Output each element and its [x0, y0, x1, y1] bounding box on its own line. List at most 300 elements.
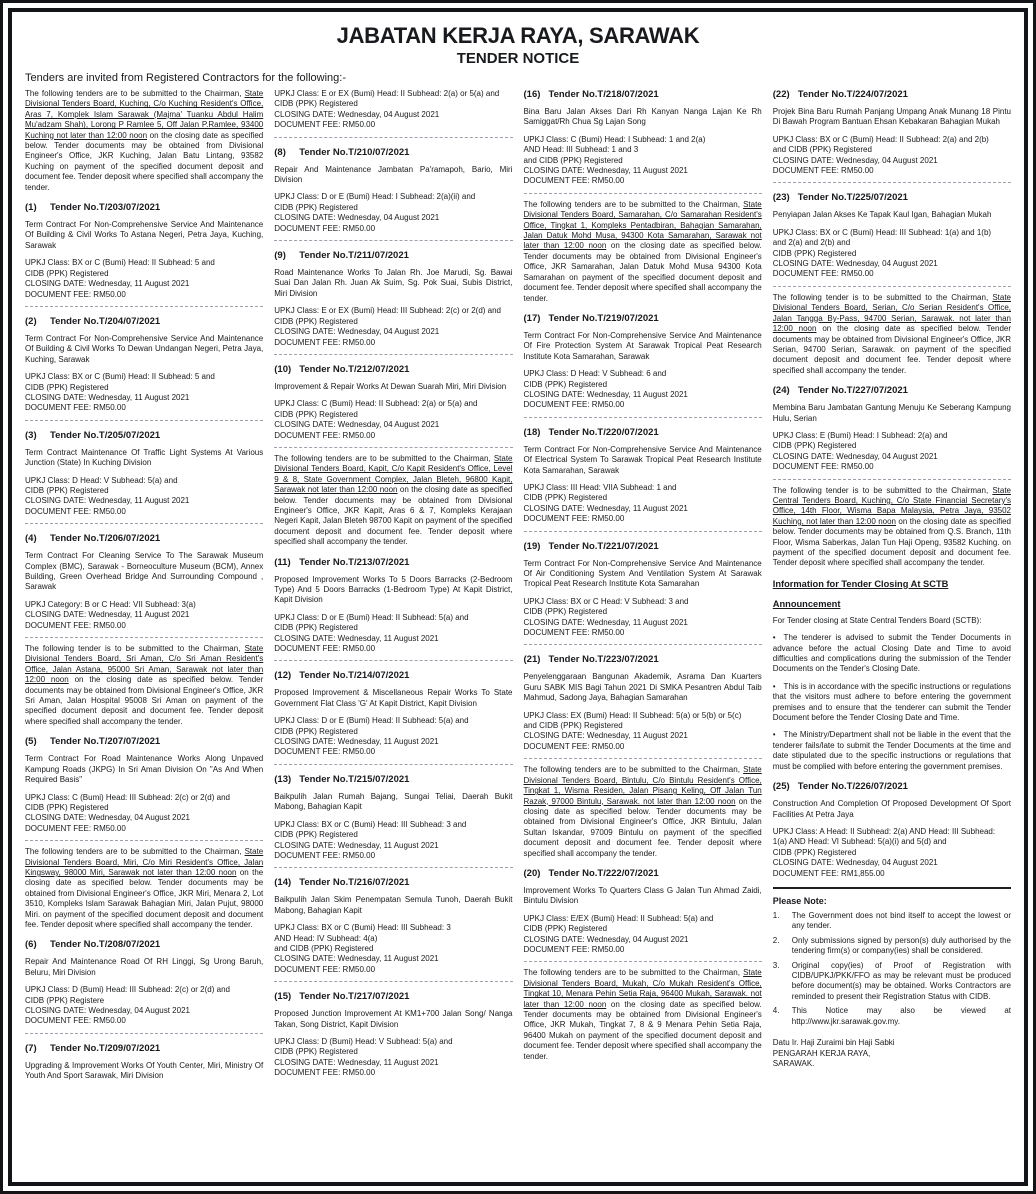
tender-index: (3): [25, 429, 37, 441]
submission-address-underlined: State Divisional Tenders Board, Miri, C/o Miri Resident's Office, Jalan Kingsway, 98000 Miri, Sarawak not later than 12:00 noon: [25, 847, 264, 877]
note-item: [773, 911, 1011, 932]
submission-text: The following tenders are to be submitted to the Chairman,: [523, 199, 744, 209]
tender-detail-line: CLOSING DATE: Wednesday, 11 August 2021: [274, 737, 439, 747]
submission-text: on the closing date as specified below. Tender documents may be obtained from Divisional Engineer's Office, JKR Serian, 94700 Serian, Sarawak. on payment of the specified document deposit and document fee. Tender deposit where specified shall accompany the tender.: [772, 324, 1011, 375]
tender-entry: [274, 250, 512, 348]
submission-instructions: [524, 968, 762, 1062]
tender-number: Tender No.T/221/07/2021: [548, 540, 659, 552]
tender-detail-line: AND Head: IV Subhead: 4(a): [274, 933, 378, 943]
column-4: [773, 89, 1011, 1070]
tender-detail-line: UPKJ Class: E (Bumi) Head: I Subhead: 2(a) and: [772, 430, 948, 440]
tender-detail-line: DOCUMENT FEE: RM50.00: [274, 430, 376, 440]
tender-description: Term Contract For Non-Comprehensive Service And Maintenance Of Electrical System To Sarawak Tropical Peat Research Institute Kota Samarahan, Sarawak: [523, 444, 762, 475]
tender-detail-line: CLOSING DATE: Wednesday, 04 August 2021: [274, 420, 440, 430]
tender-index: (7): [25, 1042, 37, 1054]
submission-text: The following tenders are to be submitted to the Chairman,: [25, 847, 245, 857]
tender-number: Tender No.T/213/07/2021: [299, 556, 410, 568]
dashed-divider: [25, 840, 263, 841]
tender-number: Tender No.T/227/07/2021: [797, 385, 908, 397]
dashed-divider: [274, 240, 512, 241]
submission-text: on the closing date as specified below. Tender documents may be obtained from Divisional Engineer's Office, JKR Miri, Menara 2, Lot 3510, Kompleks Islam Sarawak Bahagian Miri, Jalan Pujut, 98000 Miri. on payment of the specified document deposit and document fee. Tender deposit where specified shall accompany the tender.: [25, 867, 264, 929]
tender-details: [274, 306, 512, 348]
submission-instructions: [274, 454, 512, 548]
signature-line: SARAWAK.: [772, 1059, 815, 1069]
tender-details: [274, 820, 512, 862]
solid-rule: [773, 887, 1011, 889]
tender-detail-line: CLOSING DATE: Wednesday, 04 August 2021: [274, 213, 440, 223]
tender-number: Tender No.T/219/07/2021: [548, 312, 659, 324]
tender-entry: [25, 430, 263, 517]
tender-number-heading: [25, 736, 263, 747]
tender-number-heading: [25, 939, 263, 950]
tender-detail-line: UPKJ Class: C (Bumi) Head: III Subhead: 2(c) or 2(d) and: [25, 792, 230, 802]
tender-detail-line: DOCUMENT FEE: RM50.00: [274, 850, 376, 860]
tender-detail-line: DOCUMENT FEE: RM50.00: [274, 337, 376, 347]
tender-index: (18): [523, 426, 541, 438]
tender-detail-line: DOCUMENT FEE: RM50.00: [523, 176, 625, 186]
tender-number-heading: [524, 654, 762, 665]
tender-index: (19): [523, 540, 541, 552]
tender-detail-line: CLOSING DATE: Wednesday, 11 August 2021: [523, 389, 688, 399]
tender-detail-line: UPKJ Category: B or C Head: VII Subhead: 3(a): [25, 599, 196, 609]
tender-details: [524, 914, 762, 956]
tender-index: (25): [772, 781, 790, 793]
submission-address-underlined: State Divisional Tenders Board, Bintulu, C/o Bintulu Resident's Office, Tingkat 1, Wisma Residen, Jalan Pisang Keling, Off Jalan Tun Razak, 97000 Bintulu, Sarawak. not later than 12:00 noon: [523, 765, 762, 806]
tender-number: Tender No.T/226/07/2021: [797, 781, 908, 793]
tender-detail-line: UPKJ Class: A Head: II Subhead: 2(a) AND Head: III Subhead: 1(a) AND Head: VI Subhead: 5(a)(i) and 5(d) and: [772, 826, 996, 847]
tender-number: Tender No.T/206/07/2021: [50, 533, 161, 545]
tender-number-heading: [25, 1043, 263, 1054]
page-frame: [8, 8, 1028, 1186]
dashed-divider: [524, 961, 762, 962]
note-item-text: The Government does not bind itself to accept the lowest or any tender.: [791, 910, 1011, 931]
tender-detail-line: DOCUMENT FEE: RM50.00: [274, 747, 376, 757]
tender-detail-line: CIDB (PPK) Registered: [274, 409, 358, 419]
tender-detail-line: UPKJ Class: E or EX (Bumi) Head: III Subhead: 2(c) or 2(d) and: [274, 306, 502, 316]
tender-number: Tender No.T/214/07/2021: [299, 670, 410, 682]
tender-detail-line: CLOSING DATE: Wednesday, 11 August 2021: [25, 610, 190, 620]
tender-number-heading: [524, 313, 762, 324]
tender-number: Tender No.T/210/07/2021: [299, 146, 410, 158]
please-note: [773, 896, 1011, 1027]
tender-entry: [773, 781, 1011, 879]
tender-detail-line: CLOSING DATE: Wednesday, 11 August 2021: [274, 633, 439, 643]
tender-number: Tender No.T/224/07/2021: [797, 89, 908, 100]
tender-index: (5): [25, 736, 37, 748]
dashed-divider: [25, 637, 263, 638]
tender-detail-line: UPKJ Class: D (Bumi) Head: III Subhead: 2(c) or 2(d) and: [25, 985, 230, 995]
column-1: [25, 89, 263, 1089]
submission-text: on the closing date as specified below. Tender documents may be obtained from Divisional Engineer's Office, JKR Samarahan, Jalan Datuk Mohd Musa 94300 Kota Samarahan on payment of the specified document deposit and document fee. Tender deposit where specified shall accompany the tender.: [523, 241, 762, 303]
note-item-number: 4.: [772, 1006, 780, 1016]
tender-number-heading: [274, 557, 512, 568]
tender-index: (21): [523, 654, 541, 666]
tender-description: Bina Baru Jalan Akses Dari Rh Kanyan Nanga Lajan Ke Rh Samiggat/Rh Chua Sg Lajan Song: [523, 107, 762, 127]
tender-index: (23): [772, 192, 790, 204]
tender-number-heading: [25, 533, 263, 544]
tender-description: Term Contract For Non-Comprehensive Service And Maintenance Of Building & Civil Works To Dewan Undangan Negeri, Petra Jaya, Kuching, Sarawak: [25, 333, 264, 364]
tender-detail-line: CIDB (PPK) Registered: [274, 623, 358, 633]
tender-detail-line: and CIDB (PPK) Registered: [274, 943, 374, 953]
tender-detail-line: UPKJ Class: BX or C (Bumi) Head: II Subhead: 5 and: [25, 372, 215, 382]
tender-detail-line: CLOSING DATE: Wednesday, 11 August 2021: [274, 954, 439, 964]
tender-details: [773, 135, 1011, 177]
tender-detail-line: DOCUMENT FEE: RM50.00: [25, 403, 126, 413]
tender-number-heading: [274, 364, 512, 375]
dashed-divider: [274, 660, 512, 661]
tender-detail-line: CIDB (PPK) Registered: [274, 830, 358, 840]
tender-detail-line: CIDB (PPK) Registered: [772, 441, 857, 451]
tender-index: (9): [274, 250, 286, 262]
tender-entry: [25, 939, 263, 1026]
tender-details: [524, 711, 762, 753]
tender-detail-line: CIDB (PPK) Registered: [25, 382, 109, 392]
submission-text: The following tender is to be submitted to the Chairman,: [25, 644, 245, 654]
tender-index: (8): [274, 146, 286, 158]
tender-number: Tender No.T/215/07/2021: [299, 773, 410, 785]
submission-instructions: [773, 293, 1011, 376]
submission-text: The following tender is to be submitted to the Chairman,: [772, 485, 993, 495]
tender-number-heading: [274, 991, 512, 1002]
note-item-number: 2.: [772, 935, 780, 945]
tender-detail-line: UPKJ Class: D Head: V Subhead: 5(a) and: [25, 475, 178, 485]
tender-details: [773, 228, 1011, 280]
tender-description: Term Contract Maintenance Of Traffic Light Systems At Various Junction (State) In Kuching Division: [25, 447, 264, 468]
tender-detail-line: DOCUMENT FEE: RM50.00: [274, 644, 376, 654]
tender-detail-line: and 2(a) and 2(b) and: [772, 238, 851, 248]
tender-details: [25, 372, 263, 414]
submission-instructions: [25, 847, 263, 930]
tender-description: Proposed Improvement & Miscellaneous Repair Works To State Government Flat Class 'G' At Kapit District, Kapit Division: [274, 688, 513, 708]
tender-detail-line: DOCUMENT FEE: RM50.00: [274, 1068, 376, 1078]
tender-detail-line: CLOSING DATE: Wednesday, 04 August 2021: [772, 858, 938, 868]
column-3: [524, 89, 762, 1069]
tender-index: (16): [523, 89, 541, 100]
tender-detail-line: CIDB (PPK) Registered: [523, 379, 608, 389]
tender-description: Term Contract For Road Maintenance Works Along Unpaved Kampung Roads (JKPG) In Sri Aman Division On "As And When Required Basis": [25, 754, 264, 785]
bullet-item: • This is in accordance with the specific instructions or regulations that the visitors must adhere to before entering the government premises and to ensure that the tenderer can submit the Tender Document before the Tender Closing Date and Time.: [772, 681, 1011, 723]
tender-detail-line: CIDB (PPK) Registered: [274, 202, 358, 212]
tender-detail-line: CLOSING DATE: Wednesday, 11 August 2021: [25, 392, 190, 402]
note-item-number: 1.: [772, 910, 780, 920]
tender-entry: [773, 385, 1011, 472]
tender-description: Repair And Maintenance Jambatan Pa'ramapoh, Bario, Miri Division: [274, 164, 513, 185]
dashed-divider: [524, 193, 762, 194]
please-note-title: Please Note:: [772, 895, 827, 906]
submission-address-underlined: State Divisional Tenders Board, Serian, C/o Serian Resident's Office, Jalan Tangga By-Pass, 94700 Serian, Sarawak. not later than 12:00 noon: [772, 292, 1011, 334]
tender-detail-line: CIDB (PPK) Registered: [772, 847, 857, 857]
tender-entry: [524, 541, 762, 639]
tender-description: Improvement & Repair Works At Dewan Suarah Miri, Miri Division: [274, 381, 507, 391]
tender-number: Tender No.T/209/07/2021: [50, 1042, 161, 1054]
tender-detail-line: UPKJ Class: BX or C (Bumi) Head: II Subhead: 5 and: [25, 258, 215, 268]
submission-text: The following tenders are to be submitted to the Chairman,: [523, 968, 744, 978]
tender-details: [274, 613, 512, 655]
tender-description: Baikpulih Jalan Skim Penempatan Semula Tunoh, Daerah Bukit Mabong, Bahagian Kapit: [274, 895, 513, 915]
submission-instructions: [25, 89, 263, 193]
tender-entry: [274, 774, 512, 861]
tender-entry: [274, 147, 512, 234]
tender-details: [274, 192, 512, 234]
tender-number: Tender No.T/218/07/2021: [548, 89, 659, 100]
tender-number: Tender No.T/208/07/2021: [50, 939, 161, 951]
tender-detail-line: UPKJ Class: E/EX (Bumi) Head: II Subhead: 5(a) and: [523, 913, 714, 923]
tender-detail-line: UPKJ Class: BX or C (Bumi) Head: III Subhead: 3 and: [274, 819, 467, 829]
tender-index: (12): [274, 670, 292, 682]
tender-entry: [25, 533, 263, 631]
tender-description: Baikpulih Jalan Rumah Bajang, Sungai Teliai, Daerah Bukit Mabong, Bahagian Kapit: [274, 791, 513, 812]
tender-details-continued: [274, 89, 512, 131]
tender-details: [25, 793, 263, 835]
tender-detail-line: CLOSING DATE: Wednesday, 04 August 2021: [25, 813, 190, 823]
page-title: JABATAN KERJA RAYA, SARAWAK: [336, 23, 700, 48]
submission-text: on the closing date as specified below. Tender documents may be obtained from Divisional Engineer's Office, JKR Mukah, Tingkat 7, 8 & 9 Menara Pehin Setia Raja, 96400 Mukah on payment of the specified document deposit and document fee. Tender deposit where specified shall accompany the tender.: [523, 999, 762, 1061]
page-subtitle: TENDER NOTICE: [456, 50, 580, 67]
submission-text: on the closing date as specified below. Tender documents may be obtained from Divisional Engineer's Office, JKR Sri Aman, Jalan Hospital 95008 Sri Aman on payment of the specified document deposit and document fee. Tender deposit where specified shall accompany the tender.: [25, 675, 264, 726]
tender-index: (17): [523, 312, 541, 324]
tender-detail-line: UPKJ Class: D (Bumi) Head: V Subhead: 5(a) and: [274, 1036, 453, 1046]
tender-number: Tender No.T/220/07/2021: [548, 426, 659, 438]
submission-address-underlined: State Divisional Tenders Board, Samarahan, C/o Samarahan Resident's Office, Tingkat 1, Kompleks Pentadbiran, Bahagian Samarahan, Jalan Datuk Mohd Musa, 94300 Kota Samarahan, Sarawak not later than 12:00 noon: [523, 199, 762, 251]
tender-details: [524, 369, 762, 411]
tender-details: [25, 600, 263, 631]
tender-index: (4): [25, 533, 37, 545]
submission-text: The following tenders are to be submitted to the Chairman,: [274, 453, 494, 463]
tender-description: Upgrading & Improvement Works Of Youth Center, Miri, Ministry Of Youth And Sport Sarawak, Miri Division: [25, 1060, 264, 1081]
tender-detail-line: DOCUMENT FEE: RM50.00: [523, 400, 625, 410]
tender-detail-line: DOCUMENT FEE: RM50.00: [274, 964, 376, 974]
dashed-divider: [773, 182, 1011, 183]
tender-entry: [524, 89, 762, 187]
tender-detail-line: DOCUMENT FEE: RM50.00: [25, 506, 126, 516]
submission-text: on the closing date as specified below. Tender documents may be obtained from Divisional Engineer's Office, JKR Bintulu, Jalan Sultan Iskandar, 97009 Bintulu on payment of the specified document deposit and document fee. Tender deposit where specified shall accompany the tender.: [523, 796, 762, 858]
tender-entry: [25, 1043, 263, 1082]
tender-description: Term Contract For Non-Comprehensive Service And Maintenance Of Air Conditioning System And Ventilation System At Sarawak Tropical Peat Research Institute Kota Samarahan: [523, 558, 762, 589]
tender-entry: [274, 557, 512, 655]
signature-block: [773, 1038, 1011, 1070]
tender-description: Penyiapan Jalan Akses Ke Tapak Kaul Igan, Bahagian Mukah: [772, 210, 992, 220]
submission-instructions: [773, 486, 1011, 569]
tender-index: (6): [25, 939, 37, 951]
tender-details: [773, 431, 1011, 473]
tender-detail-line: CLOSING DATE: Wednesday, 04 August 2021: [523, 934, 689, 944]
tender-detail-line: UPKJ Class: EX (Bumi) Head: II Subhead: 5(a) or 5(b) or 5(c): [523, 710, 742, 720]
tender-entry: [25, 736, 263, 834]
tender-detail-line: DOCUMENT FEE: RM50.00: [772, 269, 874, 279]
tender-entry: [773, 192, 1011, 279]
tender-detail-line: DOCUMENT FEE: RM50.00: [523, 628, 625, 638]
tender-number: Tender No.T/204/07/2021: [50, 315, 161, 327]
tender-detail-line: CIDB (PPK) Registere: [25, 995, 105, 1005]
tender-detail-line: UPKJ Class: III Head: VIIA Subhead: 1 and: [523, 482, 677, 492]
tender-detail-line: CIDB (PPK) Registered: [25, 485, 109, 495]
tender-detail-line: CLOSING DATE: Wednesday, 11 August 2021: [274, 840, 439, 850]
tender-detail-line: CIDB (PPK) Registered: [274, 316, 358, 326]
column-2: [274, 89, 512, 1085]
tender-detail-line: UPKJ Class: D or E (Bumi) Head: II Subhead: 5(a) and: [274, 716, 469, 726]
note-item-text: Original copy(ies) of Proof of Registration with CIDB/UPKJ/PKK/FFO as may be relevant must be produced before document(s) may be obtained. Works Contractors are reminded to present their Registration Status with CIDB.: [791, 960, 1011, 1001]
tender-number-heading: [25, 316, 263, 327]
tender-entry: [274, 364, 512, 441]
tender-detail-line: UPKJ Class: BX or C (Bumi) Head: III Subhead: 3: [274, 923, 451, 933]
tender-number-heading: [274, 250, 512, 261]
tender-number: Tender No.T/222/07/2021: [548, 867, 659, 879]
tender-detail-line: CLOSING DATE: Wednesday, 04 August 2021: [772, 155, 938, 165]
tender-detail-line: CIDB (PPK) Registered: [523, 493, 608, 503]
tender-details: [274, 399, 512, 441]
tender-detail-line: CIDB (PPK) Registered: [772, 248, 857, 258]
tender-entry: [524, 313, 762, 411]
dashed-divider: [274, 764, 512, 765]
tender-index: (24): [772, 385, 790, 397]
tender-entry: [773, 89, 1011, 176]
tender-number-heading: [274, 877, 512, 888]
tender-number-heading: [773, 192, 1011, 203]
tender-detail-line: DOCUMENT FEE: RM50.00: [274, 223, 376, 233]
tender-details: [773, 827, 1011, 879]
tender-number: Tender No.T/203/07/2021: [50, 202, 161, 214]
submission-text: The following tenders are to be submitted to the Chairman,: [523, 765, 744, 775]
tender-detail-line: UPKJ Class: C (Bumi) Head: I Subhead: 1 and 2(a): [523, 134, 706, 144]
tender-details: [524, 597, 762, 639]
tender-detail-line: CLOSING DATE: Wednesday, 04 August 2021: [772, 259, 938, 269]
tender-number-heading: [773, 89, 1011, 100]
submission-instructions: [524, 200, 762, 304]
tender-detail-line: DOCUMENT FEE: RM50.00: [772, 462, 874, 472]
tender-description: Repair And Maintenance Road Of RH Linggi, Sg Urong Baruh, Beluru, Miri Division: [25, 957, 264, 977]
dashed-divider: [524, 644, 762, 645]
tender-details: [25, 258, 263, 300]
tender-detail-line: CLOSING DATE: Wednesday, 04 August 2021: [274, 327, 440, 337]
tender-description: Proposed Junction Improvement At KM1+700 Jalan Song/ Nanga Takan, Song District, Kapit Division: [274, 1009, 513, 1029]
tender-details: [274, 923, 512, 975]
tender-entry: [25, 316, 263, 414]
tender-detail-line: CLOSING DATE: Wednesday, 11 August 2021: [523, 503, 688, 513]
tender-entry: [524, 427, 762, 525]
tender-details: [274, 1037, 512, 1079]
tender-number: Tender No.T/217/07/2021: [299, 991, 410, 1003]
tender-detail-line: UPKJ Class: C (Bumi) Head: II Subhead: 2(a) or 5(a) and: [274, 399, 478, 409]
tender-detail-line: CLOSING DATE: Wednesday, 04 August 2021: [772, 451, 938, 461]
columns: [25, 89, 1011, 1089]
dashed-divider: [25, 523, 263, 524]
tender-detail-line: CIDB (PPK) Registered: [523, 924, 608, 934]
tender-detail-line: DOCUMENT FEE: RM50.00: [25, 823, 126, 833]
dashed-divider: [274, 867, 512, 868]
note-item: [773, 936, 1011, 957]
tender-detail-line: CLOSING DATE: Wednesday, 11 August 2021: [523, 731, 688, 741]
signature-line: PENGARAH KERJA RAYA,: [772, 1048, 871, 1058]
submission-text: on the closing date as specified below. Tender documents may be obtained from Divisional Engineer's Office, JKR Kuching, Jalan Batu Lintang, 93582 Kuching on payment of the specified document deposit and document fee. Tender deposit where specified shall accompany the tender.: [25, 130, 264, 192]
tender-detail-line: DOCUMENT FEE: RM1,855.00: [772, 868, 885, 878]
submission-instructions: [25, 644, 263, 727]
tender-number-heading: [524, 541, 762, 552]
dashed-divider: [25, 1033, 263, 1034]
tender-description: Term Contract For Cleaning Service To The Sarawak Museum Complex (BMC), Sarawak - Borneoculture Museum (BCM), Annex Building, Green Overhead Bridge And Surrounding Compound , Sarawak: [25, 551, 264, 592]
tender-detail-line: UPKJ Class: BX or C (Bumi) Head: III Subhead: 1(a) and 1(b): [772, 227, 992, 237]
tender-number: Tender No.T/212/07/2021: [299, 363, 410, 375]
tender-entry: [524, 654, 762, 752]
note-item-text: This Notice may also be viewed at http://www.jkr.sarawak.gov.my.: [791, 1006, 1011, 1026]
tender-detail-line: AND Head: III Subhead: 1 and 3: [523, 145, 639, 155]
tender-description: Improvement Works To Quarters Class G Jalan Tun Ahmad Zaidi, Bintulu Division: [523, 885, 762, 906]
tender-detail-line: CLOSING DATE: Wednesday, 11 August 2021: [274, 1057, 439, 1067]
submission-text: The following tenders are to be submitted to the Chairman,: [25, 89, 245, 98]
tender-entry: [25, 202, 263, 300]
note-item: [773, 1006, 1011, 1027]
section-heading: Information for Tender Closing At SCTB: [772, 578, 949, 589]
bullet-item: • The tenderer is advised to submit the Tender Documents in advance before the actual Closing Date and Time to avoid difficulties and complications during the submission of the Tender Documents on the Tender's Closing Date.: [772, 633, 1011, 674]
tender-detail-line: DOCUMENT FEE: RM50.00: [25, 1016, 126, 1026]
submission-address-underlined: State Divisional Tenders Board, Mukah, C/o Mukah Resident's Office, Tingkat 10, Menara Pehin Setia Raja, 96400 Mukah, Sarawak. not later than 12:00 noon: [523, 968, 762, 1009]
tender-index: (2): [25, 315, 37, 327]
tender-number-heading: [524, 427, 762, 438]
dashed-divider: [524, 417, 762, 418]
tender-detail-line: UPKJ Class: BX or C (Bumi) Head: II Subhead: 2(a) and 2(b): [772, 134, 989, 144]
dashed-divider: [524, 758, 762, 759]
tender-detail-line: CLOSING DATE: Wednesday, 11 August 2021: [25, 279, 190, 289]
tender-number-heading: [524, 89, 762, 100]
tender-details: [524, 135, 762, 187]
bullet-item: • The Ministry/Department shall not be liable in the event that the tenderer fails/late to submit the Tender Documents at the time and date stipulated due to the specific instructions or regulations that must be complied with before entering the government premises.: [772, 730, 1011, 771]
tender-number: Tender No.T/211/07/2021: [299, 250, 409, 262]
dashed-divider: [274, 447, 512, 448]
tender-detail-line: CIDB (PPK) Registered: [274, 1047, 358, 1057]
section-heading: Announcement: [772, 598, 841, 609]
paragraph: For Tender closing at State Central Tenders Board (SCTB):: [772, 615, 982, 625]
submission-text: on the closing date as specified below. Tender documents may be obtained from Divisional Engineer's Office, JKR Kapit, Aras 6 & 7, Kompleks Kerajaan Negeri Kapit, Jalan Bleteh 98700 Kapit on payment of the specified document deposit and document fee. Tender deposit where specified shall accompany the tender.: [274, 485, 513, 547]
tender-detail-line: DOCUMENT FEE: RM50.00: [523, 514, 625, 524]
tender-index: (1): [25, 202, 37, 214]
tender-detail-line: DOCUMENT FEE: RM50.00: [772, 166, 874, 176]
dashed-divider: [274, 137, 512, 138]
dashed-divider: [773, 286, 1011, 287]
tender-detail-line: CIDB (PPK) Registered: [523, 607, 608, 617]
tender-details: [25, 476, 263, 518]
dashed-divider: [274, 981, 512, 982]
tender-index: (14): [274, 877, 292, 889]
tender-index: (15): [274, 991, 292, 1003]
tender-detail-line: UPKJ Class: E or EX (Bumi) Head: II Subhead: 2(a) or 5(a) and: [274, 89, 500, 98]
tender-detail-line: CLOSING DATE: Wednesday, 04 August 2021: [25, 1006, 190, 1015]
tender-description: Proposed Improvement Works To 5 Doors Barracks (2-Bedroom Type) And 5 Doors Barracks (1-Bedroom Type) At Kapit District, Kapit Division: [274, 574, 513, 605]
tender-details: [25, 985, 263, 1027]
tender-detail-line: DOCUMENT FEE: RM50.00: [523, 944, 625, 954]
tender-index: (10): [274, 363, 292, 375]
tender-detail-line: UPKJ Class: D or E (Bumi) Head: I Subhead: 2(a)(ii) and: [274, 192, 476, 202]
tender-index: (11): [274, 556, 291, 568]
tender-detail-line: CIDB (PPK) Registered: [274, 726, 358, 736]
tender-number-heading: [274, 774, 512, 785]
tender-details: [274, 716, 512, 758]
tender-detail-line: and CIDB (PPK) Registered: [772, 145, 872, 155]
submission-instructions: [524, 765, 762, 859]
tender-entry: [274, 670, 512, 757]
tender-detail-line: UPKJ Class: D or E (Bumi) Head: II Subhead: 5(a) and: [274, 612, 469, 622]
tender-detail-line: CLOSING DATE: Wednesday, 04 August 2021: [274, 109, 440, 119]
dashed-divider: [274, 354, 512, 355]
submission-address-underlined: State Divisional Tenders Board, Kapit, C/o Kapit Resident's Office, Level 9 & 8, State Government Complex, Jalan Bleteh, 96800 Kapit, Sarawak not later than 12:00 noon: [274, 453, 513, 495]
tender-detail-line: CIDB (PPK) Registered: [274, 99, 358, 109]
tender-detail-line: DOCUMENT FEE: RM50.00: [523, 741, 625, 751]
tender-description: Term Contract For Non-Comprehensive Service And Maintenance Of Fire Protection System At Sarawak Tropical Peat Research Institute Kota Samarahan, Sarawak: [523, 330, 762, 361]
signature-line: Datu Ir. Haji Zuraimi bin Haji Sabki: [772, 1038, 895, 1047]
tender-description: Construction And Completion Of Proposed Development Of Sport Facilities At Petra Jaya: [772, 799, 1011, 819]
tender-number: Tender No.T/207/07/2021: [50, 736, 161, 748]
tender-entry: [524, 868, 762, 955]
tender-detail-line: DOCUMENT FEE: RM50.00: [25, 620, 126, 630]
tender-index: (22): [772, 89, 790, 100]
